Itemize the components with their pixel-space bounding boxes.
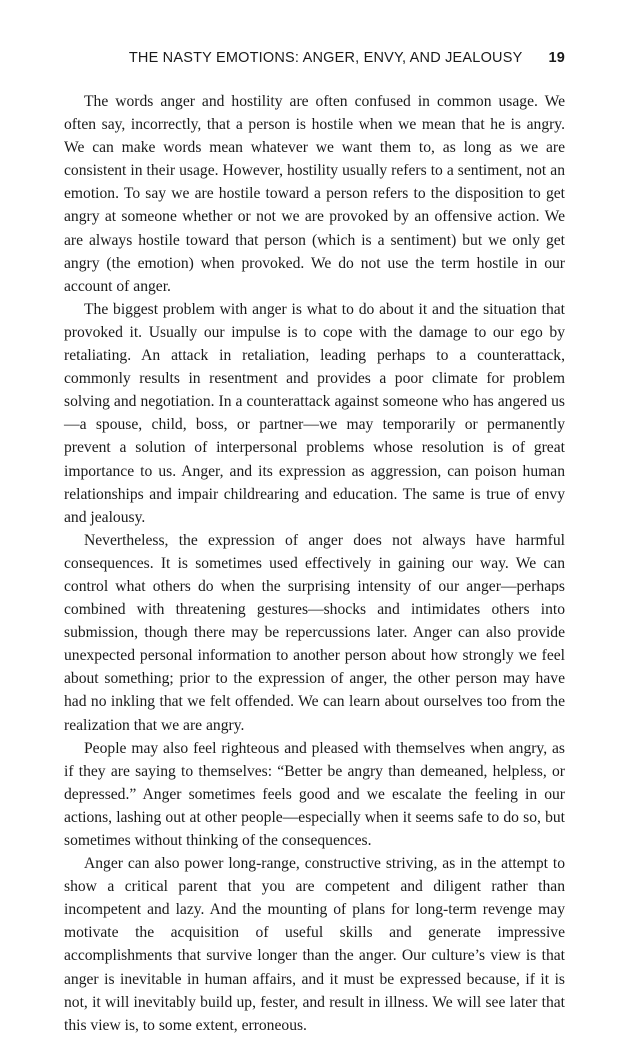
running-head: THE NASTY EMOTIONS: ANGER, ENVY, AND JEALOUSY [128, 50, 523, 66]
paragraph: People may also feel righteous and pleased with themselves when angry, as if they are saying to themselves: “Better be angry than demeaned, helpless, or depressed.” Anger sometimes feels good and we escalate the feeling in our actions, lashing out at other people—especially when it seems safe to do so, but sometimes without thinking of the consequences. [64, 739, 565, 849]
paragraph: Anger can also power long-range, constructive striving, as in the attempt to show a critical parent that you are competent and diligent rather than incompetent and lazy. And the mounting of plans for long-term revenge may motivate the acquisition of useful skills and generate impressive accomplishments that survive longer than the anger. Our culture’s view is that anger is inevitable in human affairs, and it must be expressed because, if it is not, it will inevitably build up, fester, and result in illness. We will see later that this view is, to some extent, erroneous. [64, 855, 565, 1034]
page-header [64, 50, 565, 72]
paragraph: Nevertheless, the expression of anger does not always have harmful consequences. It is sometimes used effectively in gaining our way. We can control what others do when the surprising intensity of our anger—perhaps combined with threatening gestures—shocks and intimidates others into submission, though there may be repercussions later. Anger can also provide unexpected personal information to another person about how strongly we feel about something; prior to the expression of anger, the other person may have had no inkling that we felt offended. We can learn about ourselves too from the realization that we are angry. [64, 531, 565, 734]
paragraph: The biggest problem with anger is what to do about it and the situation that provoked it. Usually our impulse is to cope with the damage to our ego by retaliating. An attack in retaliation, leading perhaps to a counterattack, commonly results in resentment and provides a poor climate for problem solving and negotiation. In a counterattack against someone who has angered us—a spouse, child, boss, or partner—we may temporarily or permanently prevent a solution of interpersonal problems whose resolution is of great importance to us. Anger, and its expression as aggression, can poison human relationships and impair childrearing and education. The same is true of envy and jealousy. [64, 300, 565, 526]
page-number: 19 [548, 50, 565, 66]
paragraph: The words anger and hostility are often confused in common usage. We often say, incorrectly, that a person is hostile when we mean that he is angry. We can make words mean whatever we want them to, as long as we are consistent in their usage. However, hostility usually refers to a sentiment, not an emotion. To say we are hostile toward a person refers to the disposition to get angry at someone whether or not we are provoked by an offensive action. We are always hostile toward that person (which is a sentiment) but we only get angry (the emotion) when provoked. We do not use the term hostile in our account of anger. [64, 93, 565, 295]
body-text [64, 90, 565, 1037]
